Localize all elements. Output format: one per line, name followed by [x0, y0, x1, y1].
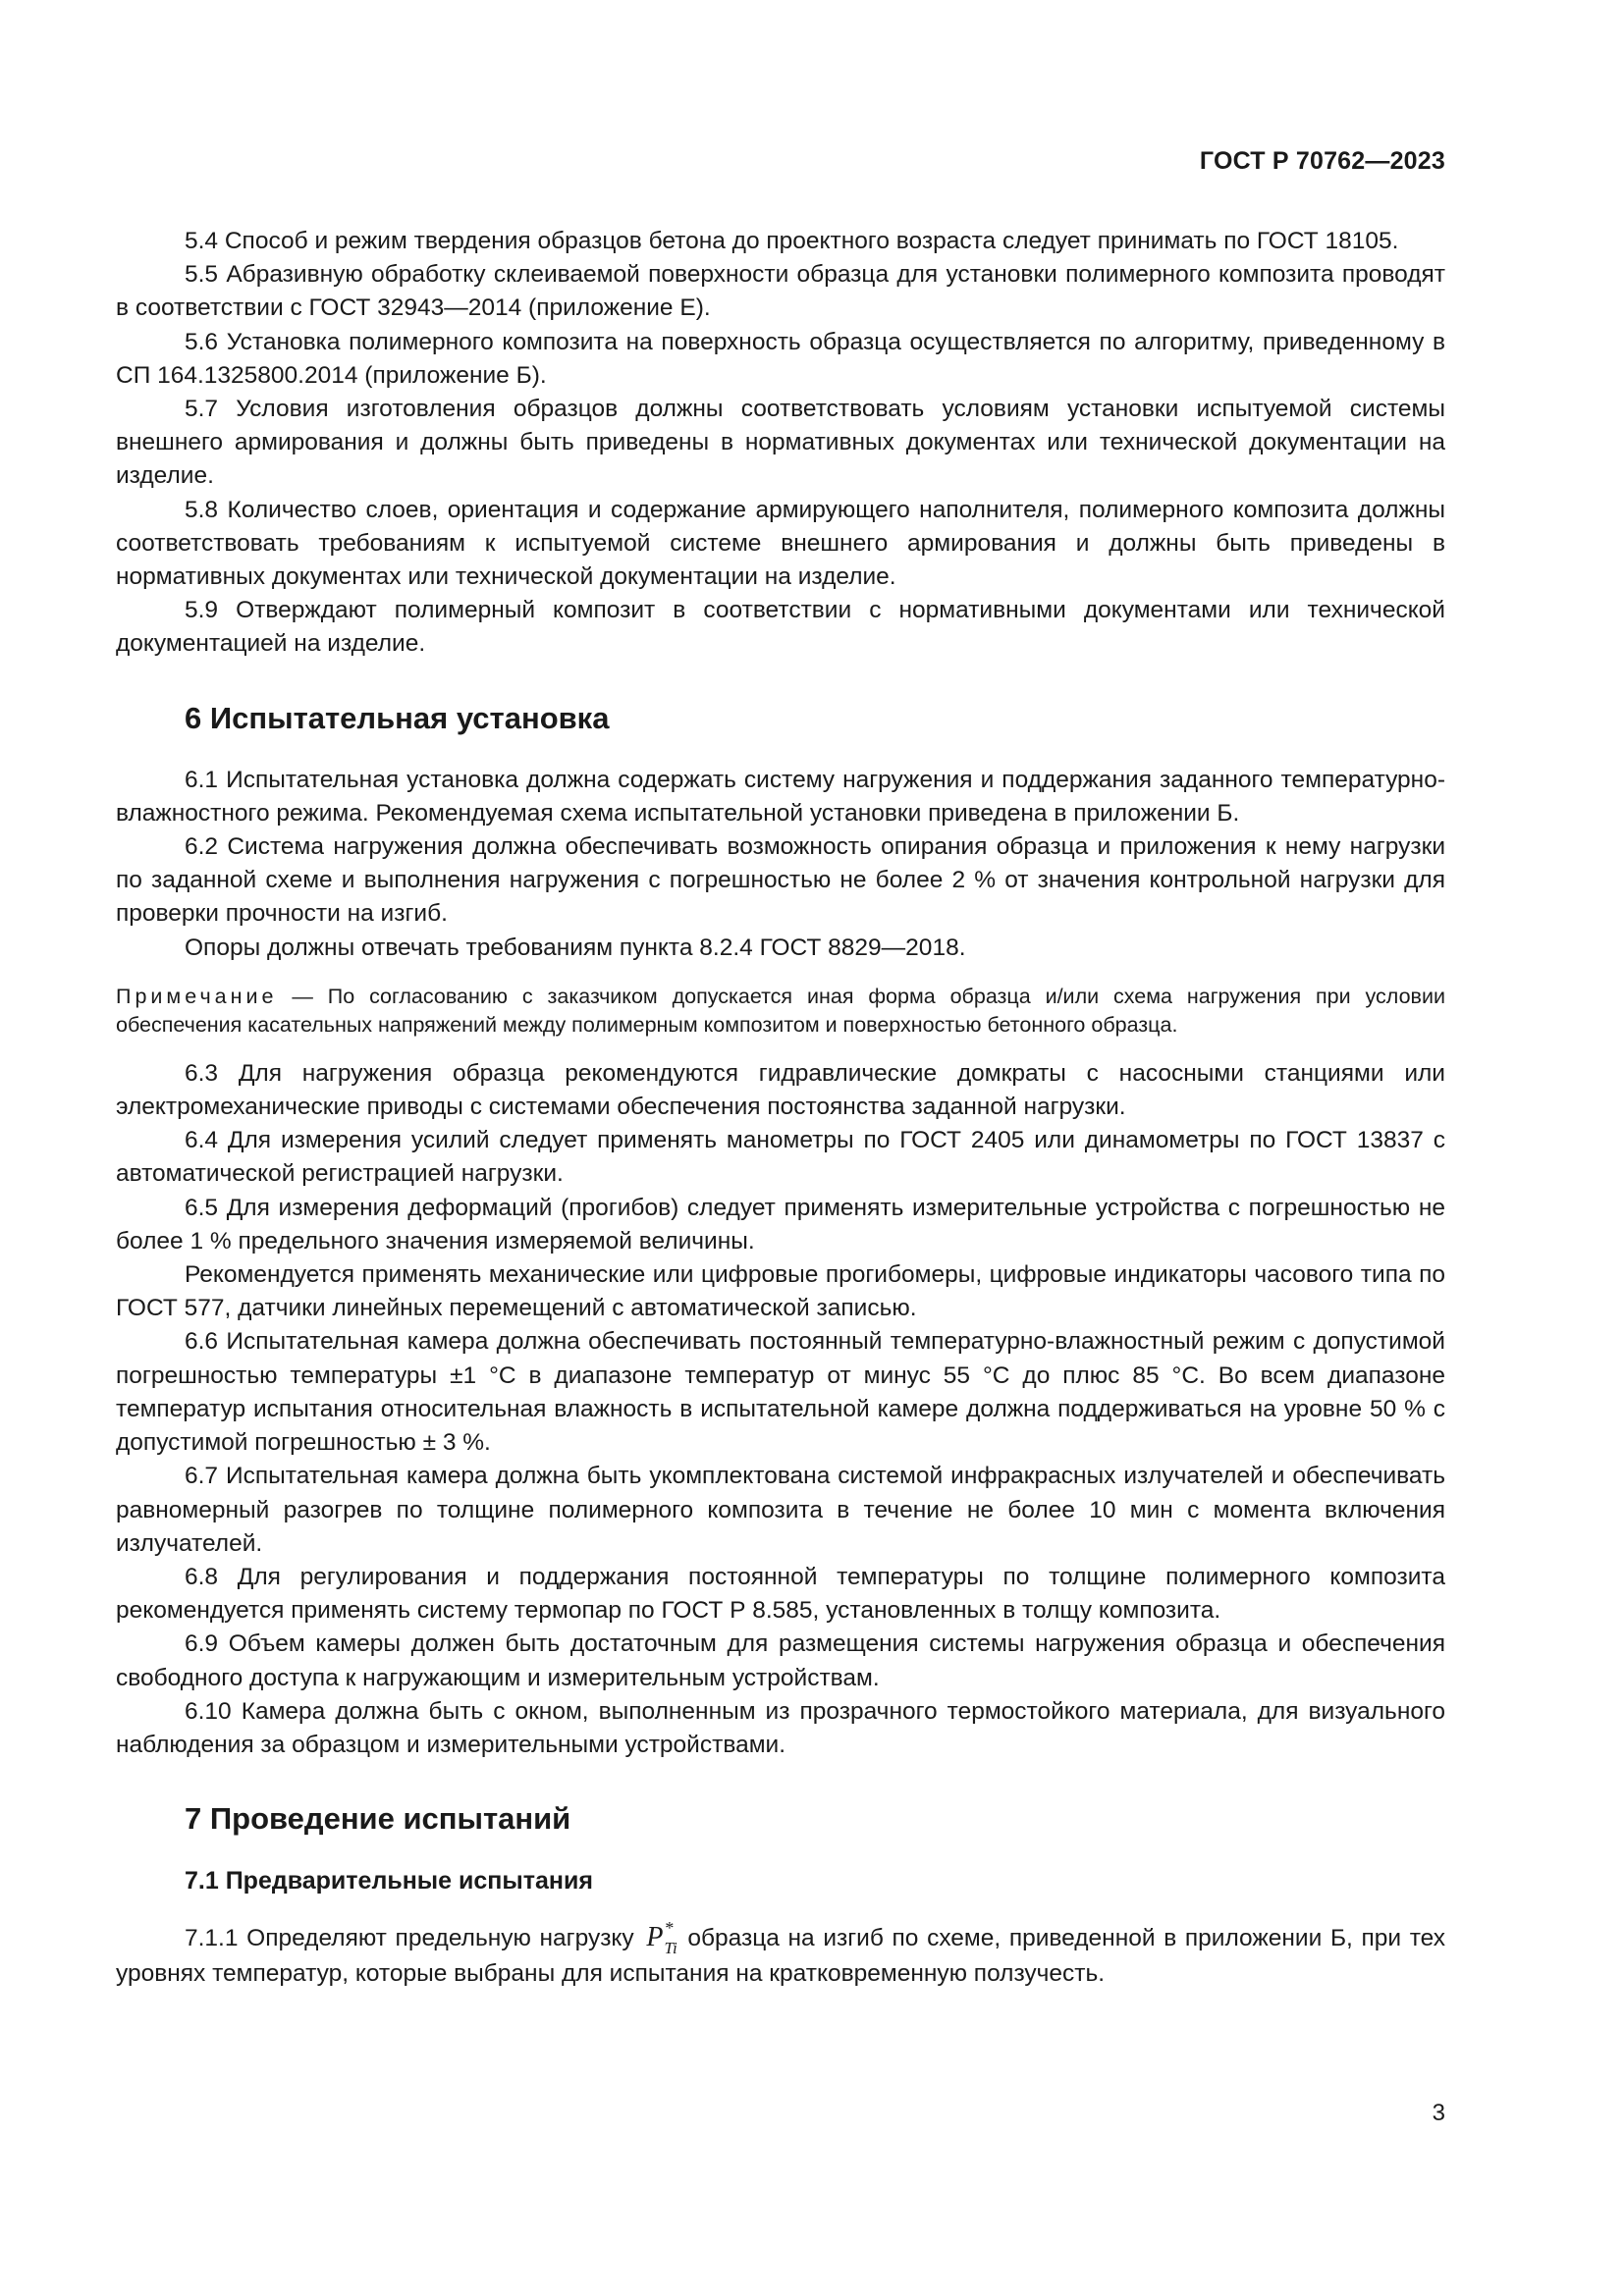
paragraph-6-7: 6.7 Испытательная камера должна быть укомплектована системой инфракрасных излучателей и обеспечивать равномерный разогрев по толщине полимерного композита в течение не более 10 мин с момента включения излучателей. [116, 1463, 1445, 1557]
paragraph-6-5: 6.5 Для измерения деформаций (прогибов) следует применять измерительные устройства с погрешностью не более 1 % предельного значения измеряемой величины. [116, 1194, 1445, 1255]
document-body [116, 225, 1445, 1992]
paragraph-6-8: 6.8 Для регулирования и поддержания постоянной температуры по толщине полимерного композита рекомендуется применять систему термопар по ГОСТ Р 8.585, установленных в толщу композита. [116, 1563, 1445, 1625]
paragraph-5-7: 5.7 Условия изготовления образцов должны соответствовать условиям установки испытуемой системы внешнего армирования и должны быть приведены в нормативных документах или технической документации на изделие. [116, 396, 1445, 490]
paragraph-6-10: 6.10 Камера должна быть с окном, выполненным из прозрачного термостойкого материала, для визуального наблюдения за образцом и измерительными устройствами. [116, 1697, 1445, 1758]
document-header-id: ГОСТ Р 70762—2023 [1199, 147, 1445, 175]
subsection-7-1-heading: 7.1 Предварительные испытания [185, 1867, 593, 1896]
paragraph-5-4: 5.4 Способ и режим твердения образцов бетона до проектного возраста следует принимать по ГОСТ 18105. [185, 228, 1399, 254]
paragraph-7-1-1 [116, 1918, 1445, 1991]
paragraph-7-1-1-text-after: образца на изгиб по схеме, приведенной в приложении Б, при тех уровнях температур, которые выбраны для испытания на кратковременную ползучесть. [116, 1925, 1445, 1988]
paragraph-6-6: 6.6 Испытательная камера должна обеспечивать постоянный температурно-влажностный режим с допустимой погрешностью температуры ±1 °С в диапазоне температур от минус 55 °С до плюс 85 °С. Во всем диапазоне температур испытания относительная влажность в испытательной камере должна поддерживаться на уровне 50 % с допустимой погрешностью ± 3 %. [116, 1328, 1445, 1457]
paragraph-6-4: 6.4 Для измерения усилий следует применять манометры по ГОСТ 2405 или динамометры по ГОСТ 13837 с автоматической регистрацией нагрузки. [116, 1127, 1445, 1188]
paragraph-6-1: 6.1 Испытательная установка должна содержать систему нагружения и поддержания заданного температурно-влажностного режима. Рекомендуемая схема испытательной установки приведена в приложении Б. [116, 766, 1445, 827]
paragraph-5-8: 5.8 Количество слоев, ориентация и содержание армирующего наполнителя, полимерного композита должны соответствовать требованиям к испытуемой системе внешнего армирования и должны быть приведены в нормативных документах или технической документации на изделие. [116, 496, 1445, 591]
paragraph-5-9: 5.9 Отверждают полимерный композит в соответствии с нормативными документами или технической документацией на изделие. [116, 597, 1445, 658]
section-7-heading: 7 Проведение испытаний [185, 1801, 571, 1837]
paragraph-5-6: 5.6 Установка полимерного композита на поверхность образца осуществляется по алгоритму, приведенному в СП 164.1325800.2014 (приложение Б). [116, 328, 1445, 389]
paragraph-6-2: 6.2 Система нагружения должна обеспечивать возможность опирания образца и приложения к нему нагрузки по заданной схеме и выполнения нагружения с погрешностью не более 2 % от значения контрольной нагрузки для проверки прочности на изгиб. [116, 833, 1445, 928]
note-prefix: Примечание [116, 984, 278, 1008]
formula-subscript: Ti [664, 1939, 677, 1958]
page-number: 3 [1432, 2100, 1445, 2126]
note-text: — По согласованию с заказчиком допускается иная форма образца и/или схема нагружения при условии обеспечения касательных напряжений между полимерным композитом и поверхностью бетонного образца. [116, 984, 1445, 1037]
formula-symbol: P [646, 1922, 664, 1953]
note-block [116, 983, 1445, 1040]
formula-superscript: * [665, 1918, 675, 1939]
paragraph-5-5: 5.5 Абразивную обработку склеиваемой поверхности образца для установки полимерного композита проводят в соответствии с ГОСТ 32943—2014 (приложение Е). [116, 261, 1445, 322]
paragraph-7-1-1-text-before: 7.1.1 Определяют предельную нагрузку [185, 1925, 643, 1952]
section-6-heading: 6 Испытательная установка [185, 700, 610, 735]
paragraph-6-5-recommendation: Рекомендуется применять механические или цифровые прогибомеры, цифровые индикаторы часового типа по ГОСТ 577, датчики линейных перемещений с автоматической записью. [116, 1261, 1445, 1322]
paragraph-supports: Опоры должны отвечать требованиям пункта 8.2.4 ГОСТ 8829—2018. [185, 934, 966, 961]
paragraph-6-9: 6.9 Объем камеры должен быть достаточным для размещения системы нагружения образца и обеспечения свободного доступа к нагружающим и измерительным устройствам. [116, 1630, 1445, 1691]
paragraph-6-3: 6.3 Для нагружения образца рекомендуются гидравлические домкраты с насосными станциями или электромеханические приводы с системами обеспечения постоянства заданной нагрузки. [116, 1059, 1445, 1121]
load-formula [646, 1918, 677, 1958]
